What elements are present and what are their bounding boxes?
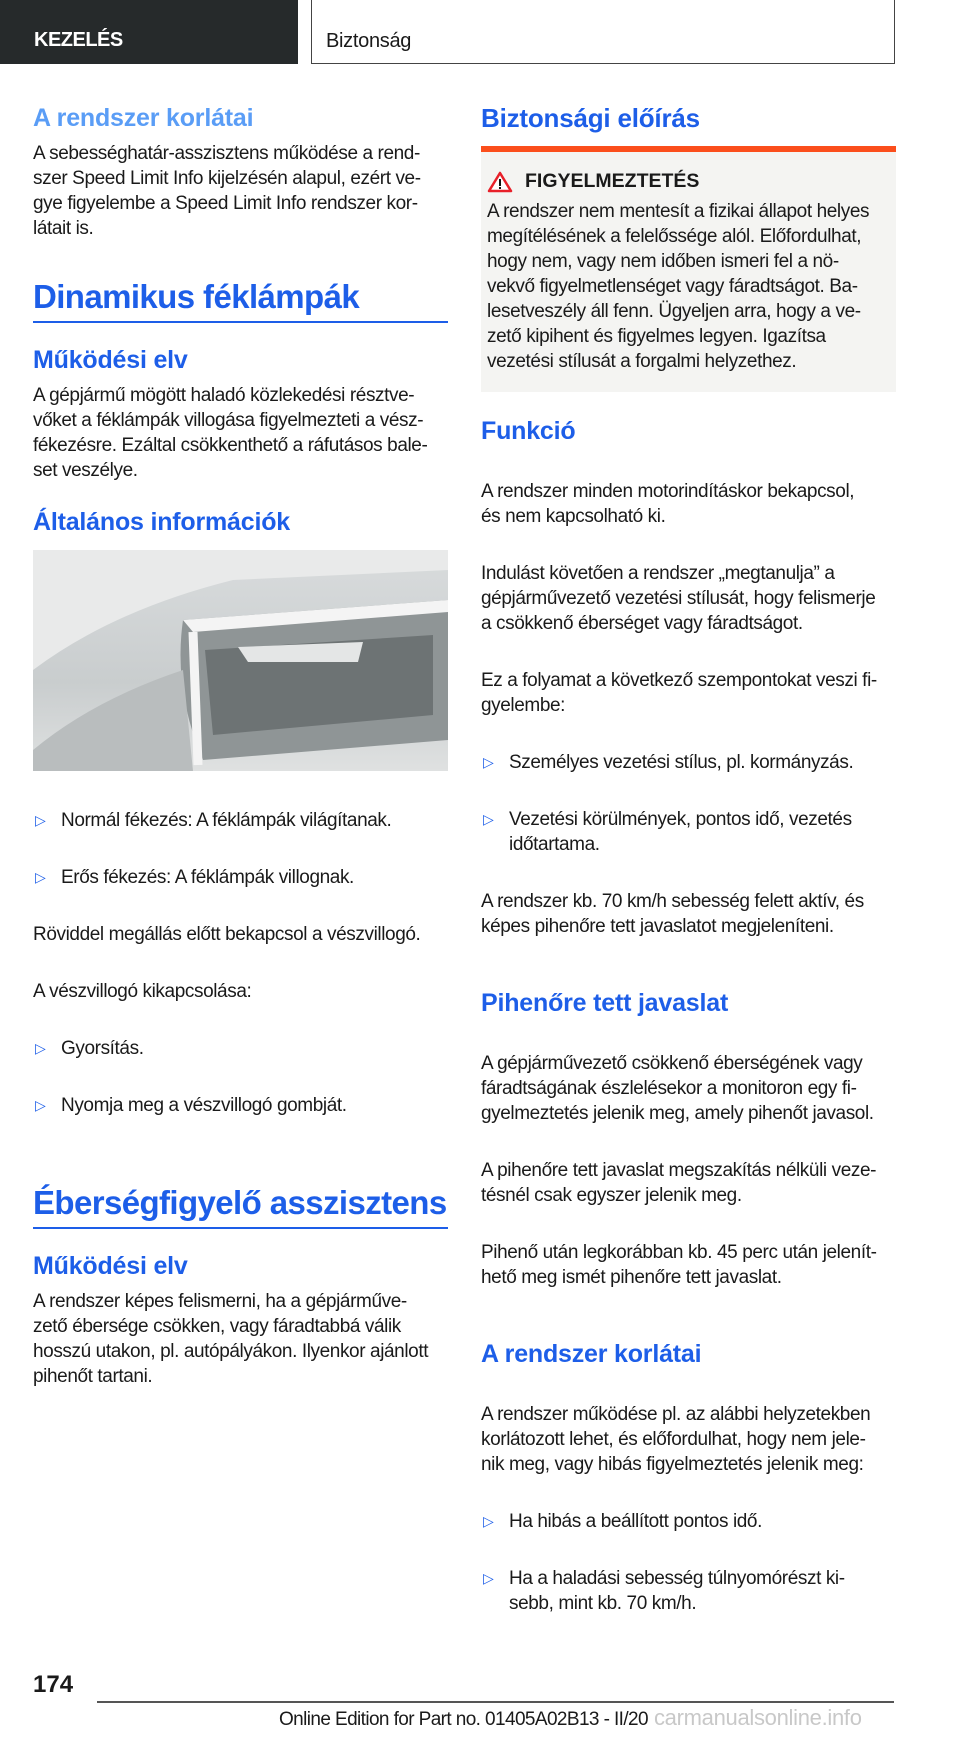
system-limits-text: A rendszer működése pl. az alábbi helyzetekben korlátozott lehet, és előfordulhat, hogy nem jele- nik meg, vagy hibás figyelmeztetés jelenik meg: bbox=[481, 1404, 871, 1475]
list-item-text: Személyes vezetési stílus, pl. kormányzás. bbox=[509, 752, 854, 773]
section-tab bbox=[311, 0, 895, 64]
list-item bbox=[33, 865, 448, 890]
function-text-3: Ez a folyamat a következő szempontokat veszi fi- gyelembe: bbox=[481, 670, 877, 716]
limits-heading: A rendszer korlátai bbox=[33, 104, 254, 132]
list-item bbox=[481, 807, 896, 857]
list-item-text: Erős fékezés: A féklámpák villognak. bbox=[61, 867, 354, 888]
warning-text: A rendszer nem mentesít a fizikai állapot helyes megítélésének a felelőssége alól. Előfordulhat, hogy nem, vagy nem időben ismeri fel a nö- vekvő figyelmetlenséget vagy fáradtságot. Ba- lesetveszély áll fenn. Ügyeljen arra, hogy a ve- zető kipihent és figyelmes legyen. Igazítsa vezetési stílusát a forgalmi helyzethez. bbox=[487, 201, 870, 372]
safety-heading: Biztonsági előírás bbox=[481, 103, 700, 133]
function-text-4: A rendszer kb. 70 km/h sebesség felett aktív, és képes pihenőre tett javaslatot megjeleníteni. bbox=[481, 891, 864, 937]
brake-principle-heading: Működési elv bbox=[33, 346, 188, 374]
list-item bbox=[33, 1093, 448, 1118]
bullet-triangle-icon: ▷ bbox=[483, 1513, 494, 1529]
warning-box bbox=[481, 146, 896, 392]
list-item-text: Vezetési körülmények, pontos idő, vezetés időtartama. bbox=[509, 809, 852, 855]
brake-principle-text: A gépjármű mögött haladó közlekedési résztve- vőket a féklámpák villogása figyelmezteti a vész- fékezésre. Ezáltal csökkenthető a ráfutásos bale- set veszélye. bbox=[33, 385, 428, 481]
list-item bbox=[33, 1036, 448, 1061]
rest-text-1: A gépjárművezető csökkenő éberségének vagy fáradtságának észlelésekor a monitoron egy fi- gyelmeztetés jelenik meg, amely pihenőt javasol. bbox=[481, 1053, 874, 1124]
system-limits-heading: A rendszer korlátai bbox=[481, 1340, 702, 1368]
list-item bbox=[481, 1566, 896, 1616]
hazard-off-text: A vészvillogó kikapcsolása: bbox=[33, 981, 252, 1002]
function-text-2: Indulást követően a rendszer „megtanulja” a gépjárművezető vezetési stílusát, hogy felismerje a csökkenő éberséget vagy fáradtságot. bbox=[481, 563, 876, 634]
watermark[interactable]: carmanualsonline.info bbox=[653, 1705, 862, 1730]
footer-top bbox=[33, 1671, 960, 1699]
warning-triangle-icon bbox=[487, 171, 513, 193]
brake-bullets bbox=[33, 783, 448, 1143]
rest-text-3: Pihenő után legkorábban kb. 45 perc után jelenít- hető meg ismét pihenőre tett javaslat. bbox=[481, 1242, 877, 1288]
warning-title: FIGYELMEZTETÉS bbox=[525, 170, 700, 192]
section-label: Biztonság bbox=[326, 30, 412, 52]
attention-principle-text: A rendszer képes felismerni, ha a gépjárműve- zető ébersége csökken, vagy fáradtabbá válik hosszú utakon, pl. autópályákon. Ilyenkor ajánlott pihenőt tartani. bbox=[33, 1291, 429, 1387]
system-limits-section bbox=[481, 1377, 896, 1641]
rest-text-2: A pihenőre tett javaslat megszakítás nélküli veze- tésnél csak egyszer jelenik meg. bbox=[481, 1160, 877, 1206]
attention-principle-heading: Működési elv bbox=[33, 1252, 188, 1280]
brake-lights-title: Dinamikus féklámpák bbox=[33, 277, 448, 323]
page-footer bbox=[0, 1671, 960, 1741]
limits-text: A sebességhatár-asszisztens működése a rend- szer Speed Limit Info kijelzésén alapul, ezért ve- gye figyelembe a Speed Limit Info rendszer kor- látait is. bbox=[33, 143, 421, 239]
attention-assistant-title: Éberségfigyelő asszisztens bbox=[33, 1183, 448, 1229]
list-item-text: Gyorsítás. bbox=[61, 1038, 144, 1059]
edition-text: Online Edition for Part no. 01405A02B13 - II/20 bbox=[279, 1709, 648, 1730]
list-item bbox=[33, 808, 448, 833]
footer-bottom bbox=[33, 1705, 960, 1731]
function-heading: Funkció bbox=[481, 417, 576, 445]
bullet-triangle-icon: ▷ bbox=[483, 754, 494, 770]
function-text-1: A rendszer minden motorindításkor bekapcsol, és nem kapcsolható ki. bbox=[481, 481, 855, 527]
list-item-text: Nyomja meg a vészvillogó gombját. bbox=[61, 1095, 347, 1116]
rest-heading: Pihenőre tett javaslat bbox=[481, 989, 729, 1017]
footer-rule bbox=[97, 1701, 894, 1703]
rest-section bbox=[481, 1026, 896, 1315]
list-item-text: Normál fékezés: A féklámpák világítanak. bbox=[61, 810, 392, 831]
page-header bbox=[0, 0, 960, 66]
tail-light-image bbox=[33, 550, 448, 771]
list-item-text: Ha a haladási sebesség túlnyomórészt ki- sebb, mint kb. 70 km/h. bbox=[509, 1568, 845, 1614]
bullet-triangle-icon: ▷ bbox=[35, 869, 46, 885]
function-section bbox=[481, 454, 896, 964]
bullet-triangle-icon: ▷ bbox=[35, 1097, 46, 1113]
general-info-heading: Általános információk bbox=[33, 508, 290, 536]
bullet-triangle-icon: ▷ bbox=[35, 812, 46, 828]
bullet-triangle-icon: ▷ bbox=[483, 1570, 494, 1586]
warning-header bbox=[487, 170, 890, 193]
page-number: 174 bbox=[33, 1671, 74, 1698]
chapter-label: KEZELÉS bbox=[34, 29, 123, 51]
right-column bbox=[481, 103, 896, 1641]
bullet-triangle-icon: ▷ bbox=[35, 1040, 46, 1056]
hazard-on-text: Röviddel megállás előtt bekapcsol a vészvillogó. bbox=[33, 924, 421, 945]
list-item bbox=[481, 750, 896, 775]
left-column bbox=[33, 103, 448, 1641]
list-item bbox=[481, 1509, 896, 1534]
list-item-text: Ha hibás a beállított pontos idő. bbox=[509, 1511, 762, 1532]
bullet-triangle-icon: ▷ bbox=[483, 811, 494, 827]
chapter-tab bbox=[0, 0, 298, 64]
